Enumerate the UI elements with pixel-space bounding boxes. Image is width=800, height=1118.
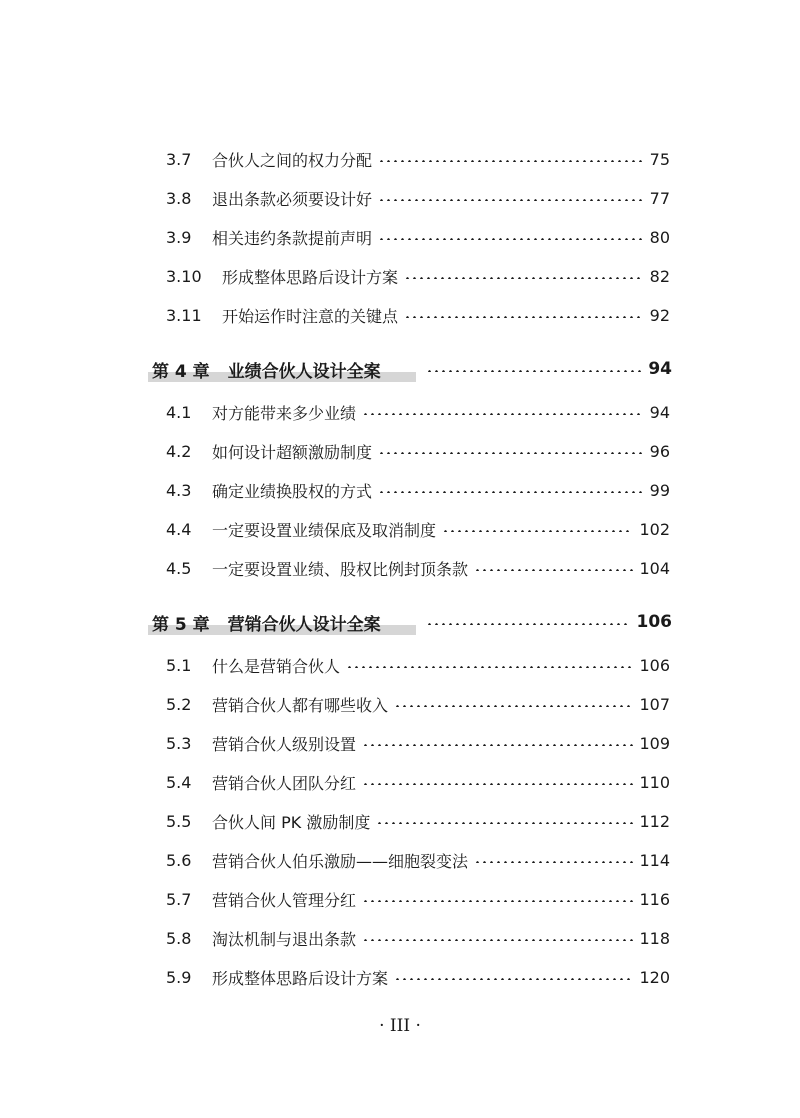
page-number: 82 (649, 266, 670, 286)
section-number: 5.3 (166, 733, 192, 753)
section-title: 如何设计超额激励制度 (212, 442, 373, 462)
section-number: 5.9 (166, 967, 192, 987)
chapter-label (148, 356, 416, 382)
page-number: 75 (649, 149, 670, 169)
dot-leader (474, 569, 633, 571)
page-number: 77 (649, 188, 670, 208)
section-number: 4.5 (166, 558, 192, 578)
toc-entry[interactable] (166, 555, 670, 581)
toc-entry[interactable] (166, 691, 670, 717)
toc-entry[interactable] (166, 886, 670, 912)
page-footer-number: · III · (379, 1016, 421, 1036)
dot-leader (362, 744, 633, 746)
dot-leader (346, 666, 633, 668)
section-title: 对方能带来多少业绩 (212, 403, 357, 423)
toc-entry[interactable] (166, 438, 670, 464)
section-title: 退出条款必须要设计好 (212, 189, 373, 209)
section-title: 什么是营销合伙人 (212, 656, 341, 676)
section-number: 3.11 (166, 305, 202, 325)
section-number: 5.5 (166, 811, 192, 831)
page-number: 114 (639, 850, 670, 870)
dot-leader (404, 277, 644, 279)
dot-leader (426, 370, 642, 372)
section-number: 3.10 (166, 266, 202, 286)
dot-leader (362, 900, 633, 902)
dot-leader (378, 160, 644, 162)
chapter-title: 业绩合伙人设计全案 (227, 361, 381, 382)
page-number: 106 (639, 655, 670, 675)
toc-entry[interactable] (166, 302, 670, 328)
section-number: 4.3 (166, 480, 192, 500)
section-number: 5.6 (166, 850, 192, 870)
dot-leader (394, 978, 633, 980)
dot-leader (394, 705, 633, 707)
dot-leader (362, 939, 633, 941)
toc-entry[interactable] (166, 964, 670, 990)
section-number: 5.1 (166, 655, 192, 675)
section-number: 4.2 (166, 441, 192, 461)
section-number: 3.7 (166, 149, 192, 169)
toc-entry[interactable] (166, 263, 670, 289)
dot-leader (362, 783, 633, 785)
toc-entry[interactable] (166, 516, 670, 542)
toc-entry[interactable] (166, 730, 670, 756)
dot-leader (442, 530, 633, 532)
section-title: 合伙人之间的权力分配 (212, 150, 373, 170)
section-title: 合伙人间 PK 激励制度 (212, 812, 371, 832)
chapter-number: 第 4 章 (152, 361, 210, 382)
section-number: 5.4 (166, 772, 192, 792)
toc-entry[interactable] (166, 146, 670, 172)
dot-leader (378, 491, 644, 493)
section-title: 营销合伙人伯乐激励——细胞裂变法 (212, 851, 469, 871)
toc-entry[interactable] (166, 808, 670, 834)
chapter-label (148, 609, 416, 635)
page-number: 80 (649, 227, 670, 247)
section-title: 营销合伙人管理分红 (212, 890, 357, 910)
section-title: 确定业绩换股权的方式 (212, 481, 373, 501)
chapter-number: 第 5 章 (152, 614, 210, 635)
page-number: 96 (649, 441, 670, 461)
page-number: 110 (639, 772, 670, 792)
page-number: 106 (636, 612, 672, 632)
section-number: 5.2 (166, 694, 192, 714)
toc-entry[interactable] (166, 399, 670, 425)
chapter-heading[interactable] (148, 354, 672, 384)
section-title: 相关违约条款提前声明 (212, 228, 373, 248)
section-title: 淘汰机制与退出条款 (212, 929, 357, 949)
section-title: 一定要设置业绩、股权比例封顶条款 (212, 559, 469, 579)
section-number: 3.9 (166, 227, 192, 247)
section-title: 营销合伙人团队分红 (212, 773, 357, 793)
toc-entry[interactable] (166, 185, 670, 211)
section-number: 4.1 (166, 402, 192, 422)
page-number: 99 (649, 480, 670, 500)
section-number: 5.7 (166, 889, 192, 909)
page-number: 116 (639, 889, 670, 909)
toc-entry[interactable] (166, 224, 670, 250)
dot-leader (376, 822, 633, 824)
dot-leader (404, 316, 644, 318)
toc-entry[interactable] (166, 925, 670, 951)
page-number: 92 (649, 305, 670, 325)
page-number: 120 (639, 967, 670, 987)
toc-entry[interactable] (166, 847, 670, 873)
page-number: 118 (639, 928, 670, 948)
dot-leader (378, 199, 644, 201)
section-title: 形成整体思路后设计方案 (212, 968, 389, 988)
section-number: 4.4 (166, 519, 192, 539)
dot-leader (426, 623, 631, 625)
section-title: 营销合伙人都有哪些收入 (212, 695, 389, 715)
toc-entry[interactable] (166, 769, 670, 795)
dot-leader (474, 861, 633, 863)
page-number: 94 (648, 359, 672, 379)
section-title: 开始运作时注意的关键点 (222, 306, 399, 326)
dot-leader (378, 452, 644, 454)
page-number: 102 (639, 519, 670, 539)
chapter-title: 营销合伙人设计全案 (227, 614, 381, 635)
dot-leader (362, 413, 644, 415)
page-number: 107 (639, 694, 670, 714)
dot-leader (378, 238, 644, 240)
chapter-heading[interactable] (148, 607, 672, 637)
section-number: 5.8 (166, 928, 192, 948)
section-number: 3.8 (166, 188, 192, 208)
section-title: 形成整体思路后设计方案 (222, 267, 399, 287)
page-number: 109 (639, 733, 670, 753)
section-title: 一定要设置业绩保底及取消制度 (212, 520, 437, 540)
page-number: 112 (639, 811, 670, 831)
section-title: 营销合伙人级别设置 (212, 734, 357, 754)
toc-entry[interactable] (166, 652, 670, 678)
page-number: 104 (639, 558, 670, 578)
page-number: 94 (649, 402, 670, 422)
toc-entry[interactable] (166, 477, 670, 503)
